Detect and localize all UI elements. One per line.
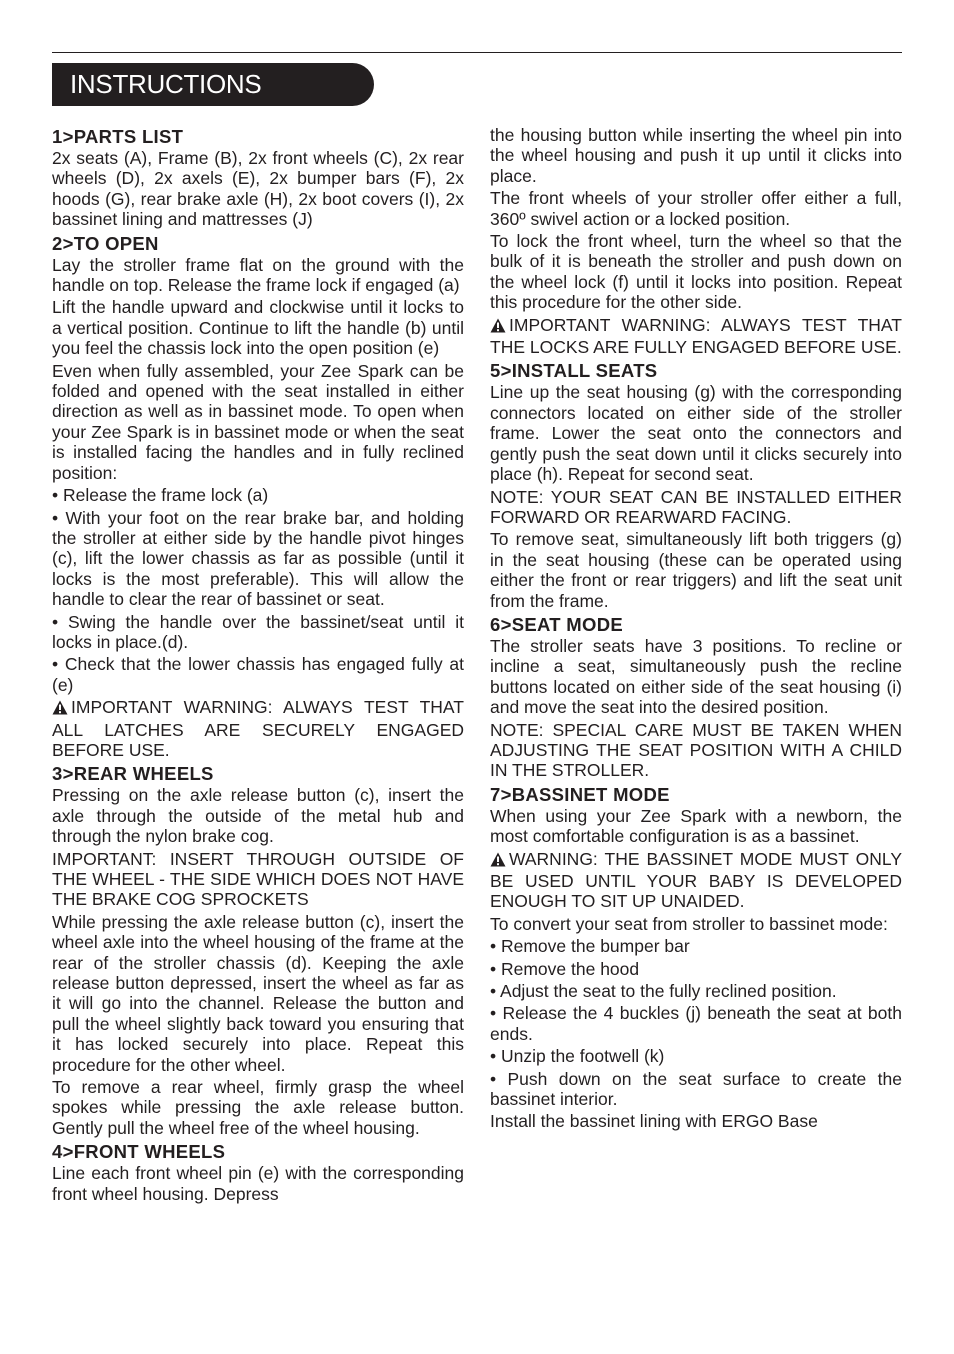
body-paragraph: Lift the handle upward and clockwise until it locks to a vertical position. Continue to lift the handle (b) until you feel the chassis lock into the open position (e) [52, 297, 464, 359]
bullet-item: • Unzip the footwell (k) [490, 1046, 665, 1067]
warning-text: IMPORTANT WARNING: ALWAYS TEST THAT THE LOCKS ARE FULLY ENGAGED BEFORE USE. [490, 314, 902, 358]
warning-text: IMPORTANT WARNING: ALWAYS TEST THAT ALL LATCHES ARE SECURELY ENGAGED BEFORE USE. [52, 697, 464, 760]
left-column [52, 125, 464, 1206]
warning-paragraph [52, 697, 464, 760]
warning-triangle-icon [490, 317, 506, 337]
section-heading: 2>TO OPEN [52, 232, 159, 254]
section-heading: 1>PARTS LIST [52, 126, 184, 147]
bullet-item: • With your foot on the rear brake bar, and holding the stroller at either side by the handle pivot hinges (c), lift the lower chassis as far as possible (until it locks is the most preferable). This will allow the handle to clear the rear of bassinet or seat. [52, 507, 464, 610]
body-paragraph: NOTE: YOUR SEAT CAN BE INSTALLED EITHER FORWARD OR REARWARD FACING. [490, 486, 902, 527]
body-paragraph: To remove a rear wheel, firmly grasp the wheel spokes while pressing the axle release button. Gently pull the wheel free of the wheel housing. [52, 1077, 464, 1138]
body-paragraph: To remove seat, simultaneously lift both triggers (g) in the seat housing (these can be operated using either the front or rear triggers) and lift the seat unit from the frame. [490, 529, 902, 611]
body-paragraph: Even when fully assembled, your Zee Spark can be folded and opened with the seat installed in either direction as well as in bassinet mode. To open when your Zee Spark is in bassinet mode or when the seat is installed facing the handles and in fully reclined position: [52, 360, 464, 483]
top-rule [52, 52, 902, 53]
body-paragraph: the housing button while inserting the wheel pin into the wheel housing and push it up until it clicks into place. [490, 125, 902, 186]
section-heading: 4>FRONT WHEELS [52, 1141, 226, 1163]
right-column [490, 125, 902, 1134]
body-paragraph: To convert your seat from stroller to bassinet mode: [490, 913, 888, 934]
bullet-item: • Adjust the seat to the fully reclined position. [490, 981, 837, 1002]
bullet-item: • Check that the lower chassis has engaged fully at (e) [52, 654, 464, 695]
body-paragraph: Line up the seat housing (g) with the corresponding connectors located on either side of the stroller frame. Lower the seat onto the connectors and gently push the seat down until it clicks securely into place (h). Repeat for second seat. [490, 382, 902, 485]
warning-text: WARNING: THE BASSINET MODE MUST ONLY BE USED UNTIL YOUR BABY IS DEVELOPED ENOUGH TO SIT UP UNAIDED. [490, 848, 902, 912]
warning-paragraph [490, 315, 902, 358]
body-paragraph: The front wheels of your stroller offer either a full, 360º swivel action or a locked position. [490, 188, 902, 229]
body-paragraph: Pressing on the axle release button (c), insert the axle through the outside of the metal hub and through the nylon brake cog. [52, 785, 464, 847]
body-paragraph: The stroller seats have 3 positions. To recline or incline a seat, simultaneously push the recline buttons located on either side of the seat housing (i) and move the seat into the desired position. [490, 635, 902, 718]
section-heading: 3>REAR WHEELS [52, 763, 214, 785]
page-title: INSTRUCTIONS [70, 69, 262, 99]
bullet-item: • Push down on the seat surface to create the bassinet interior. [490, 1068, 902, 1110]
warning-triangle-icon [52, 699, 68, 719]
bullet-item: • Remove the hood [490, 958, 640, 979]
body-paragraph: IMPORTANT: INSERT THROUGH OUTSIDE OF THE WHEEL - THE SIDE WHICH DOES NOT HAVE THE BRAKE COG SPROCKETS [52, 848, 464, 910]
section-heading: 7>BASSINET MODE [490, 783, 670, 805]
section-heading: 6>SEAT MODE [490, 613, 623, 635]
body-paragraph: 2x seats (A), Frame (B), 2x front wheels (C), 2x rear wheels (D), 2x axels (E), 2x bumper bars (F), 2x hoods (G), rear brake axle (H), 2x boot covers (I), 2x bassinet lining and mattresses (J) [52, 148, 464, 230]
bullet-item: • Release the frame lock (a) [52, 485, 269, 506]
bullet-item: • Swing the handle over the bassinet/seat until it locks in place.(d). [52, 611, 464, 652]
body-paragraph: NOTE: SPECIAL CARE MUST BE TAKEN WHEN ADJUSTING THE SEAT POSITION WITH A CHILD IN THE STROLLER. [490, 719, 902, 781]
warning-triangle-icon [490, 851, 506, 871]
body-paragraph: Install the bassinet lining with ERGO Base [490, 1111, 818, 1132]
body-paragraph: Line each front wheel pin (e) with the corresponding front wheel housing. Depress [52, 1163, 464, 1204]
body-paragraph: To lock the front wheel, turn the wheel so that the bulk of it is beneath the stroller and push down on the wheel lock (f) until it locks into position. Repeat this procedure for the other side. [490, 231, 902, 313]
section-banner [52, 63, 374, 106]
body-paragraph: When using your Zee Spark with a newborn, the most comfortable configuration is as a bassinet. [490, 805, 902, 847]
section-heading: 5>INSTALL SEATS [490, 360, 658, 382]
bullet-item: • Release the 4 buckles (j) beneath the seat at both ends. [490, 1003, 902, 1044]
warning-paragraph [490, 849, 902, 912]
body-paragraph: Lay the stroller frame flat on the ground with the handle on top. Release the frame lock if engaged (a) [52, 254, 464, 296]
bullet-item: • Remove the bumper bar [490, 936, 690, 957]
body-paragraph: While pressing the axle release button (c), insert the wheel axle into the wheel housing of the frame at the rear of the stroller chassis (d). Keeping the axle release button depressed, insert the wheel as far as it will go into the channel. Release the button and pull the wheel slightly back toward you ensuring that it has locked securely into place. Repeat this procedure for the other wheel. [52, 911, 464, 1075]
